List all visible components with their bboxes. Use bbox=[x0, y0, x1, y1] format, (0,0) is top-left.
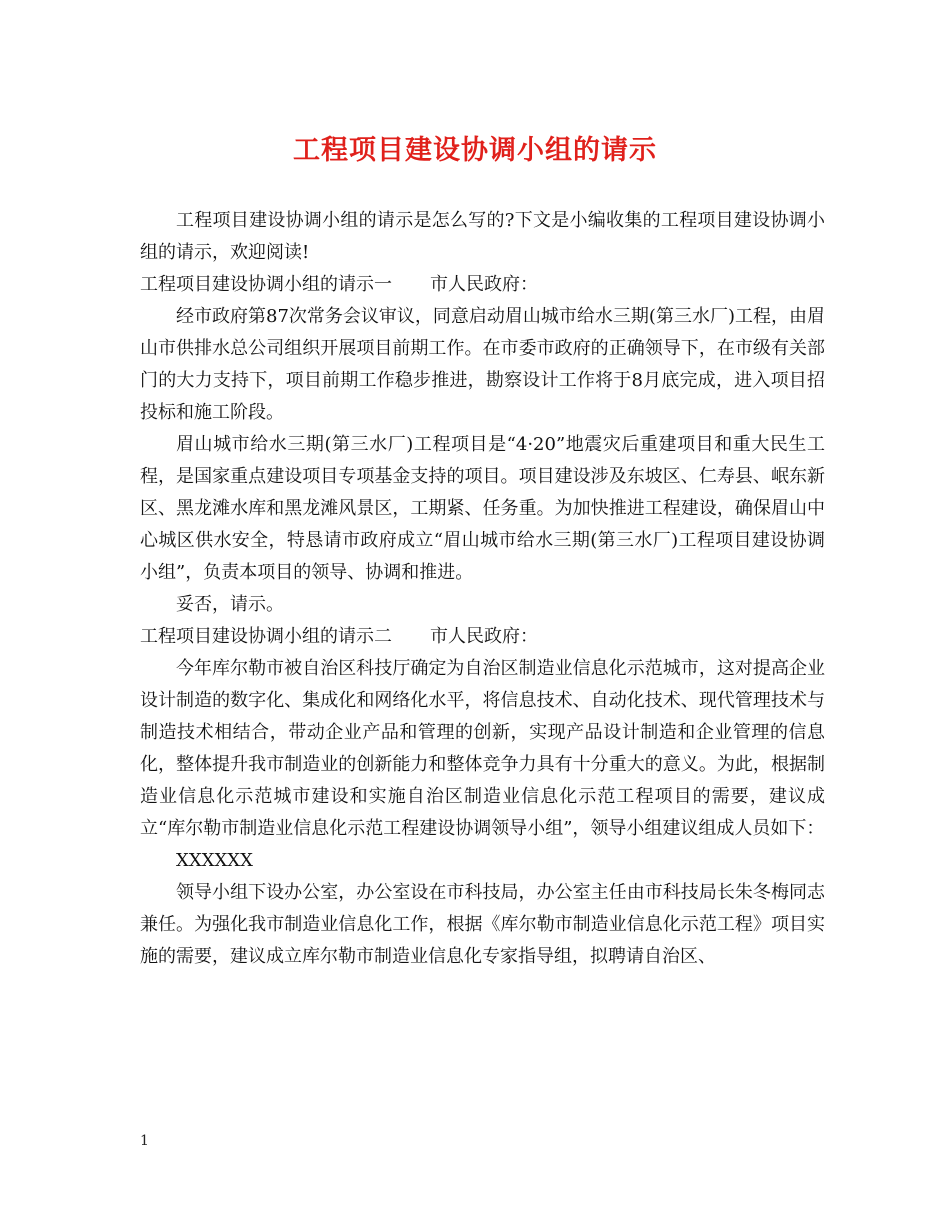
document-title: 工程项目建设协调小组的请示 bbox=[293, 135, 657, 166]
document-body bbox=[140, 205, 825, 973]
section-heading-2 bbox=[140, 621, 825, 653]
paragraph: 领导小组下设办公室，办公室设在市科技局，办公室主任由市科技局长朱冬梅同志兼任。为强化我市制造业信息化工作，根据《库尔勒市制造业信息化示范工程》项目实施的需要，建议成立库尔勒市制造业信息化专家指导组，拟聘请自治区、 bbox=[140, 882, 825, 967]
paragraph: 经市政府第87次常务会议审议，同意启动眉山城市给水三期(第三水厂)工程，由眉山市供排水总公司组织开展项目前期工作。在市委市政府的正确领导下，在市级有关部门的大力支持下，项目前期工作稳步推进，勘察设计工作将于8月底完成，进入项目招投标和施工阶段。 bbox=[140, 306, 825, 423]
paragraph-intro: 工程项目建设协调小组的请示是怎么写的?下文是小编收集的工程项目建设协调小组的请示，欢迎阅读! bbox=[140, 210, 825, 263]
section-heading-addressee: 市人民政府： bbox=[430, 626, 538, 647]
section-heading-title: 工程项目建设协调小组的请示一 bbox=[140, 274, 392, 295]
section-heading-title: 工程项目建设协调小组的请示二 bbox=[140, 626, 392, 647]
paragraph: XXXXXX bbox=[176, 850, 253, 871]
paragraph: 眉山城市给水三期(第三水厂)工程项目是“4·20”地震灾后重建项目和重大民生工程，是国家重点建设项目专项基金支持的项目。项目建设涉及东坡区、仁寿县、岷东新区、黑龙滩水库和黑龙滩风景区，工期紧、任务重。为加快推进工程建设，确保眉山中心城区供水安全，特恳请市政府成立“眉山城市给水三期(第三水厂)工程项目建设协调小组”，负责本项目的领导、协调和推进。 bbox=[140, 434, 825, 583]
section-heading-1 bbox=[140, 269, 825, 301]
paragraph: 今年库尔勒市被自治区科技厅确定为自治区制造业信息化示范城市，这对提高企业设计制造的数字化、集成化和网络化水平，将信息技术、自动化技术、现代管理技术与制造技术相结合，带动企业产品和管理的创新，实现产品设计制造和企业管理的信息化，整体提升我市制造业的创新能力和整体竞争力具有十分重大的意义。为此，根据制造业信息化示范城市建设和实施自治区制造业信息化示范工程项目的需要，建议成立“库尔勒市制造业信息化示范工程建设协调领导小组”，领导小组建议组成人员如下： bbox=[140, 658, 825, 839]
page-number: 1 bbox=[140, 1133, 149, 1149]
section-heading-addressee: 市人民政府： bbox=[430, 274, 538, 295]
paragraph: 妥否，请示。 bbox=[176, 594, 284, 615]
